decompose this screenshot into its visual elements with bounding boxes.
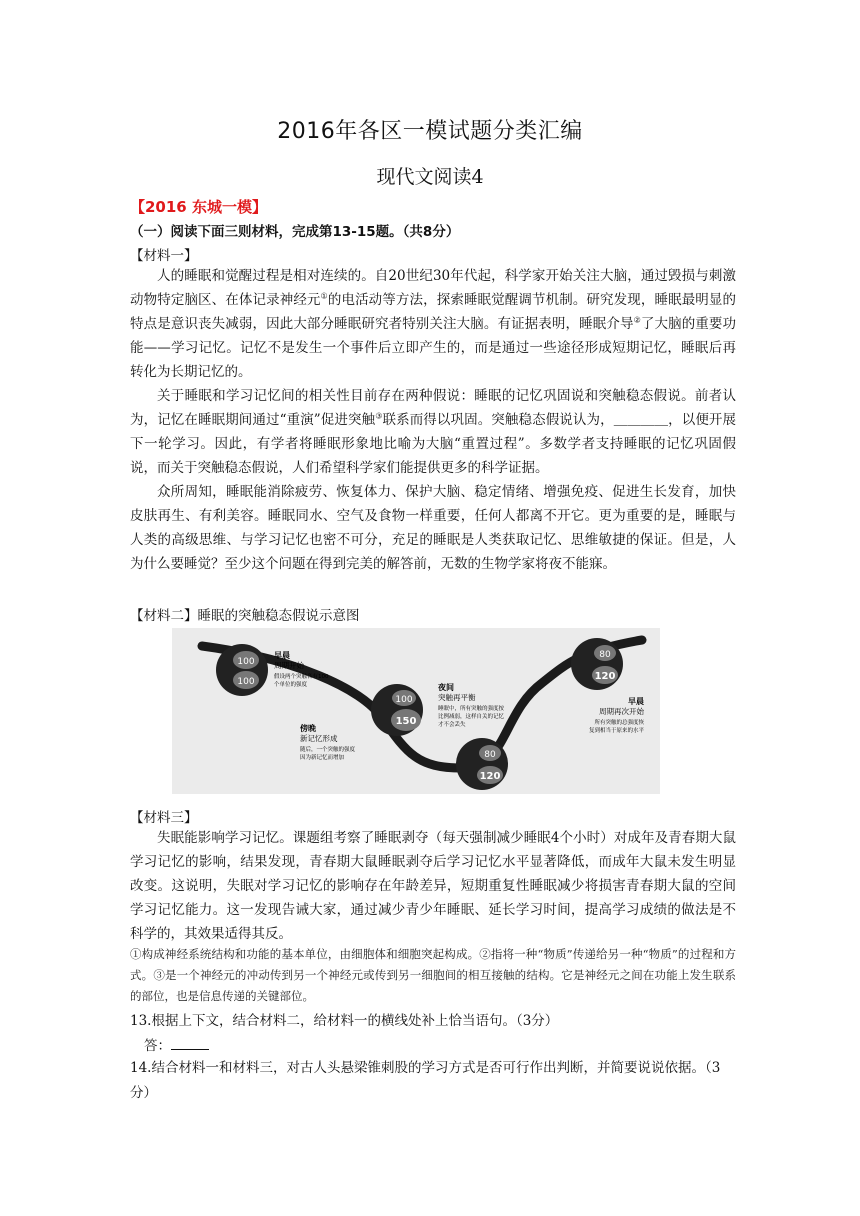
note-evening (300, 723, 356, 761)
node-3-bottom-value: 120 (479, 771, 501, 782)
note-3-line2: 睡眠中，所有突触的强度按 (438, 706, 505, 712)
note-4-title: 早晨 (628, 697, 644, 706)
material3-body (130, 826, 736, 946)
note-morning-start (274, 650, 329, 688)
note-3-line4: 才不会丢失 (438, 722, 466, 728)
synapse-node-4 (571, 638, 623, 690)
footnote-mark: ③ (375, 411, 383, 421)
note-2-line3: 因为新记忆而增加 (300, 755, 345, 761)
note-4-line3: 复到相当于原来的水平 (588, 728, 644, 734)
node-2-top-value: 100 (395, 695, 413, 705)
answer-blank: ＿＿＿＿ (613, 412, 669, 428)
node-2-bottom-value: 150 (395, 716, 417, 727)
material1-paragraph-2 (130, 384, 736, 480)
node-4-bottom-value: 120 (594, 671, 616, 682)
note-1-line1: 周期开始 (274, 661, 304, 670)
node-3-top-value: 80 (484, 750, 496, 760)
note-2-line1: 新记忆形成 (300, 734, 338, 743)
text-span: 关于睡眠和学习记忆间的相关性目前存在两种假说：睡眠的记忆巩固说和突触稳态假说。前者认为，记忆在睡眠期间通过“重演”促进突触 (130, 388, 736, 428)
note-3-line1: 突触再平衡 (438, 693, 476, 702)
note-1-line3: 个单位的强度 (274, 682, 308, 688)
material1-paragraph-3: 众所周知，睡眠能消除疲劳、恢复体力、保护大脑、稳定情绪、增强免疫、促进生长发育，加快皮肤再生、有利美容。睡眠同水、空气及食物一样重要，任何人都离不开它。更为重要的是，睡眠与人类的高级思维、与学习记忆也密不可分，充足的睡眠是人类获取记忆、思维敏捷的保证。但是，人为什么要睡觉？至少这个问题在得到完美的解答前，无数的生物学家将夜不能寐。 (130, 484, 736, 572)
footnotes: ①构成神经系统结构和功能的基本单位，由细胞体和细胞突起构成。②指将一种“物质”传递给另一种“物质”的过程和方式。③是一个神经元的冲动传到另一个神经元或传到另一细胞间的相互接触的结构。它是神经元之间在功能上发生联系的部位，也是信息传递的关键部位。 (130, 947, 736, 1003)
question-heading: （一）阅读下面三则材料，完成第13-15题。（共8分） (130, 224, 460, 240)
footnote-mark: ② (633, 315, 641, 325)
synapse-diagram (172, 628, 660, 794)
footnote-mark: ① (320, 291, 328, 301)
note-3-title: 夜间 (438, 683, 454, 692)
note-1-title: 早晨 (274, 651, 290, 660)
note-4-line2: 所有突触的总强度恢 (594, 720, 644, 726)
material2-heading (130, 604, 742, 624)
page-subtitle: 现代文阅读4 (376, 166, 484, 188)
note-4-line1: 周期再次开始 (599, 707, 644, 716)
synapse-node-1 (216, 644, 268, 696)
text-span: ，以便开展下一轮学习。因此，有学者将睡眠形象地比喻为大脑“重置过程”。多数学者支持睡眠的记忆巩固假说，而关于突触稳态假说，人们希望科学家们能提供更多的科学证据。 (130, 412, 737, 476)
text-span: 的电活动等方法，探索睡眠觉醒调节机制。研究发现，睡眠最明显的特点是意识丧失减弱，因此大部分睡眠研究者特别关注大脑。有证据表明，睡眠介导 (130, 292, 737, 332)
note-1-line2: 假设两个突触各有100 (274, 674, 329, 680)
question-13: 13.根据上下文，结合材料二，给材料一的横线处补上恰当语句。（3分） (130, 1013, 559, 1029)
note-2-line2: 随后，一个突触的强度 (300, 747, 356, 753)
text-span: 联系而得以巩固。突触稳态假说认为， (382, 412, 614, 428)
synapse-node-2 (371, 684, 423, 736)
material2-caption: 睡眠的突触稳态假说示意图 (197, 608, 360, 624)
question-14: 14.结合材料一和材料三，对古人头悬梁锥刺股的学习方式是否可行作出判断，并简要说说依据。（3分） (130, 1060, 721, 1101)
page-title: 2016年各区一模试题分类汇编 (277, 119, 583, 144)
note-2-title: 傍晚 (300, 724, 316, 733)
text-span: 了大脑的重要功能——学习记忆。记忆不是发生一个事件后立即产生的，而是通过一些途径形成短期记忆，睡眠后再转化为长期记忆的。 (130, 316, 737, 380)
node-1-bottom-value: 100 (237, 677, 255, 687)
material3-paragraph-1: 失眠能影响学习记忆。课题组考察了睡眠剥夺（每天强制减少睡眠4个小时）对成年及青春期大鼠学习记忆的影响，结果发现，青春期大鼠睡眠剥夺后学习记忆水平显著降低，而成年大鼠未发生明显改变。这说明，失眠对学习记忆的影响存在年龄差异，短期重复性睡眠减少将损害青春期大鼠的空间学习记忆能力。这一发现告诫大家，通过减少青少年睡眠、延长学习时间，提高学习成绩的做法是不科学的，其效果适得其反。 (130, 830, 736, 942)
section-tag: 【2016 东城一模】 (130, 198, 267, 216)
note-morning-restart (589, 696, 645, 734)
node-1-top-value: 100 (237, 657, 255, 667)
text-span: 人的睡眠和觉醒过程是相对连续的。自20世纪30年代起，科学家开始关注大脑，通过毁损与刺激动物特定脑区、在体记录神经元 (130, 268, 736, 308)
answer-label: 答： (144, 1038, 171, 1054)
material3-label: 【材料三】 (130, 810, 198, 826)
material2-label: 【材料二】 (130, 608, 198, 624)
material1-paragraph-1 (130, 264, 736, 384)
note-3-line3: 比例减弱，这样自关的记忆 (438, 714, 505, 720)
synapse-node-3 (456, 738, 508, 790)
note-night (438, 682, 505, 728)
answer-blank-line[interactable] (171, 1039, 209, 1050)
material1-label: 【材料一】 (130, 248, 198, 264)
synapse-diagram-svg (172, 628, 660, 794)
node-4-top-value: 80 (599, 650, 611, 660)
material1-body (130, 264, 736, 576)
